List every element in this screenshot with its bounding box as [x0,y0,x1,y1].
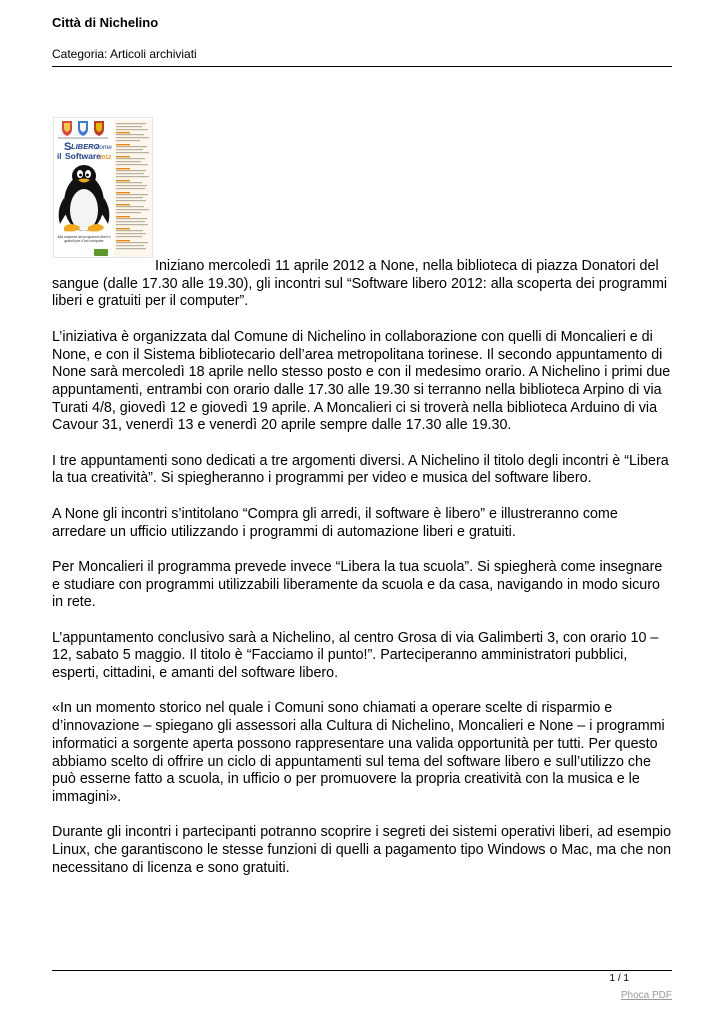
event-poster-image [53,117,153,258]
article-body [52,258,674,895]
poster-title-il: il [57,152,62,161]
category-label: Categoria: Articoli archiviati [52,47,197,61]
paragraph-text: Iniziano mercoledì 11 aprile 2012 a None, nella biblioteca di piazza Donatori del sangue (dalle 17.30 alle 19.30), gli incontri sul “Software libero 2012: alla scoperta dei programmi liberi e gratuiti per il computer”. [52,258,668,310]
article-paragraph: L’appuntamento conclusivo sarà a Nichelino, al centro Grosa di via Galimberti 3, con orario 10 – 12, sabato 5 maggio. Il titolo è “Facciamo il punto!”. Parteciperanno amministratori pubblici, esperti, cittadini, e amanti del software libero. [52,629,659,682]
phoca-pdf-link[interactable]: Phoca PDF [620,990,672,1001]
tux-penguin-icon [59,165,110,232]
article-paragraph: Durante gli incontri i partecipanti potranno scoprire i segreti dei sistemi operativi liberi, ad esempio Linux, che garantiscono le stesse funzioni di quelli a pagamento tipo Windows o Mac, ma che non necessitano di licenza e sono gratuiti. [52,824,672,876]
article-paragraph: L’iniziativa è organizzata dal Comune di Nichelino in collaborazione con quelli di Moncalieri e di None, e con il Sistema bibliotecario dell’area metropolitana torinese. Il secondo appuntamento di None sarà mercoledì 18 aprile nello stesso posto e con il medesimo orario. A Nichelino i primi due appuntamenti, entrambi con orario dalle 17.30 alle 19.30 si terranno nella biblioteca Arpino di via Turati 4/8, giovedì 12 e giovedì 19 aprile. A Moncalieri ci si troverà nella biblioteca Arduino di via Cavour 31, venerdì 13 e venerdì 20 aprile sempre dalle 17.30 alle 19.30. [52,328,671,434]
page-number: 1 / 1 [609,973,629,984]
article-paragraph: «In un momento storico nel quale i Comuni sono chiamati a operare scelte di risparmio e d’innovazione – spiegano gli assessori alla Cultura di Nichelino, Moncalieri e None – i programmi informatici a sorgente aperta possono rappresentare una valida opportunità per tutti. Per questo abbiamo scelto di offrire un ciclo di appuntamenti sul tema del software libero e sull’utilizzo che può esserne fatto a scuola, in ufficio o per promuovere la propria creatività con la musica e le immagini». [52,700,665,805]
article-paragraph [52,258,674,311]
article-paragraph: Per Moncalieri il programma prevede invece “Libera la tua scuola”. Si spiegherà come insegnare e studiare con programmi utilizzabili liberamente da scuola e da casa, navigando in modo sicuro in rete. [52,558,663,611]
poster-subtitle: Alla scoperta dei programmi liberi e gratuiti per il tuo computer [57,235,111,243]
crest-icon [62,121,72,136]
poster-title-software: Software [65,151,101,161]
article-paragraph: I tre appuntamenti sono dedicati a tre argomenti diversi. A Nichelino il titolo degli incontri è “Libera la tua creatività”. Si spiegheranno i programmi per video e musica del software libero. [52,452,669,487]
footer-divider [52,970,672,971]
poster-title-come: come [96,144,112,151]
crest-icon [78,121,88,136]
poster-title-libero: LIBERO [71,142,100,151]
site-title: Città di Nichelino [52,15,159,30]
header-divider [52,66,672,67]
svg-text:S: S [64,141,72,153]
poster-title-year: 2012 [99,155,112,161]
crest-icon [94,121,104,136]
article-paragraph: A None gli incontri s’intitolano “Compra gli arredi, il software è libero” e illustreranno come arredare un ufficio utilizzando i programmi di automazione liberi e gratuiti. [52,505,618,540]
